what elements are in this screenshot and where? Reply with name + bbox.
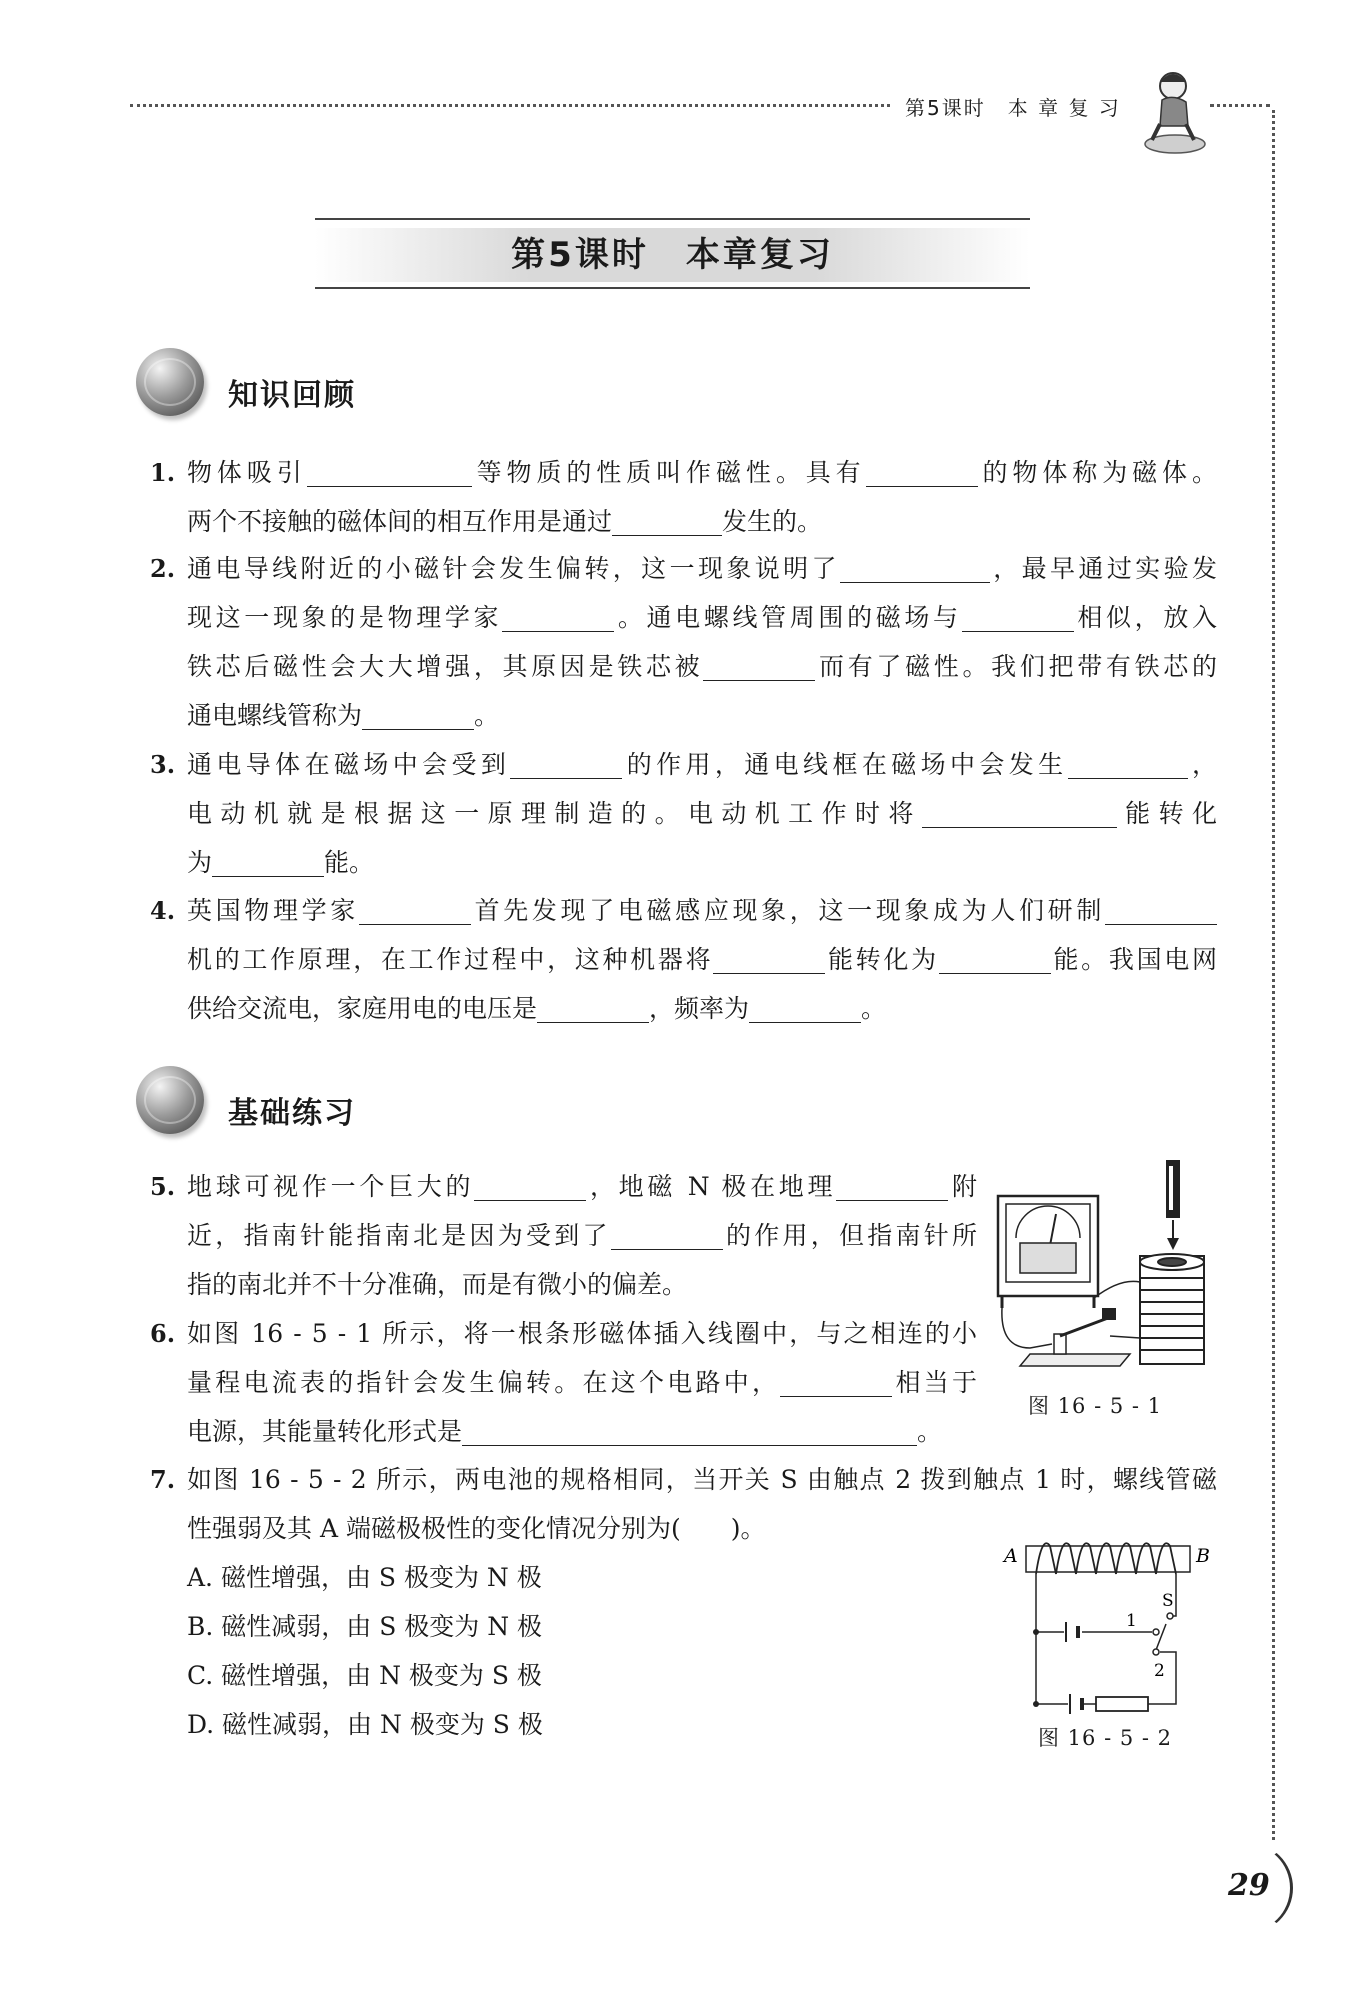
answer-blank[interactable]	[612, 505, 722, 536]
question-line: 为 能。	[187, 848, 375, 877]
question-line: 机的工作原理，在工作过程中，这种机器将 能转化为 能。我国电网	[187, 945, 1217, 974]
question-line: 地球可视作一个巨大的 ，地磁 N 极在地理 附	[187, 1172, 977, 1201]
answer-blank[interactable]	[510, 748, 622, 779]
question-1	[187, 448, 1217, 546]
answer-blank[interactable]	[502, 601, 614, 632]
question-line: 量程电流表的指针会发生偏转。在这个电路中， 相当于	[187, 1368, 977, 1397]
question-line: 供给交流电，家庭用电的电压是 ，频率为 。	[187, 994, 887, 1023]
answer-blank[interactable]	[611, 1219, 723, 1250]
header-dotted-rule	[130, 104, 890, 107]
mascot-icon	[1140, 64, 1210, 156]
question-line: 英国物理学家 首先发现了电磁感应现象，这一现象成为人们研制	[187, 886, 1217, 935]
question-number: 5.	[150, 1172, 176, 1201]
question-line: 性强弱及其 A 端磁极极性的变化情况分别为( )。	[187, 1514, 766, 1543]
question-line: 电动机就是根据这一原理制造的。电动机工作时将 能转化	[187, 799, 1217, 828]
answer-blank[interactable]	[703, 650, 815, 681]
answer-blank[interactable]	[780, 1366, 892, 1397]
page-title: 第5课时 本章复习	[511, 235, 834, 275]
question-number: 2.	[150, 554, 176, 583]
answer-blank[interactable]	[362, 699, 474, 730]
answer-blank[interactable]	[462, 1415, 917, 1446]
question-line: 指的南北并不十分准确，而是有微小的偏差。	[187, 1270, 688, 1299]
question-7-options	[187, 1553, 747, 1749]
question-2	[187, 544, 1217, 740]
question-3	[187, 740, 1217, 887]
figure-caption: 图 16 - 5 - 1	[1028, 1394, 1163, 1418]
answer-blank[interactable]	[1068, 748, 1188, 779]
answer-blank[interactable]	[962, 601, 1074, 632]
question-line: 现这一现象的是物理学家 。通电螺线管周围的磁场与 相似，放入	[187, 603, 1217, 632]
section-ball-icon	[136, 348, 204, 416]
question-line: 物体吸引 等物质的性质叫作磁性。具有 的物体称为磁体。	[187, 458, 1217, 487]
question-6	[187, 1309, 977, 1456]
question-line: 通电导线附近的小磁针会发生偏转，这一现象说明了 ，最早通过实验发	[187, 554, 1217, 583]
question-5	[187, 1162, 977, 1309]
answer-blank[interactable]	[307, 456, 472, 487]
question-line: 电源，其能量转化形式是 。	[187, 1417, 943, 1446]
answer-blank[interactable]	[713, 943, 825, 974]
solenoid-end-b-label: B	[1196, 1545, 1210, 1567]
answer-blank[interactable]	[749, 992, 861, 1023]
question-number: 4.	[150, 896, 176, 925]
section-title-review: 知识回顾	[228, 378, 356, 413]
figure-16-5-2-circuit	[1000, 1520, 1220, 1715]
switch-s-label: S	[1162, 1591, 1174, 1611]
solenoid-end-a-label: A	[1004, 1545, 1018, 1567]
answer-blank[interactable]	[939, 943, 1051, 974]
question-line: 通电螺线管称为 。	[187, 701, 500, 730]
page-number: 29	[1228, 1868, 1270, 1903]
figure-16-5-1-circuit	[990, 1158, 1220, 1378]
answer-blank[interactable]	[359, 894, 471, 925]
running-title: 第5课时 本 章 复 习	[905, 96, 1121, 120]
title-rule-bottom	[315, 287, 1030, 289]
answer-blank[interactable]	[922, 797, 1117, 828]
figure-caption: 图 16 - 5 - 2	[1038, 1726, 1173, 1750]
question-line: 如图 16 - 5 - 1 所示，将一根条形磁体插入线圈中，与之相连的小	[187, 1319, 977, 1348]
question-number: 1.	[150, 458, 176, 487]
option-a[interactable]: A. 磁性增强，由 S 极变为 N 极	[187, 1563, 542, 1592]
question-line: 通电导体在磁场中会受到 的作用，通电线框在磁场中会发生 ，	[187, 750, 1217, 779]
question-line: 两个不接触的磁体间的相互作用是通过 发生的。	[187, 507, 823, 536]
answer-blank[interactable]	[212, 846, 324, 877]
option-d[interactable]: D. 磁性减弱，由 N 极变为 S 极	[187, 1710, 543, 1739]
contact-1-label: 1	[1126, 1611, 1137, 1631]
section-ball-icon	[136, 1066, 204, 1134]
question-line: 如图 16 - 5 - 2 所示，两电池的规格相同，当开关 S 由触点 2 拨到触点 1 时，螺线管磁	[187, 1465, 1217, 1494]
answer-blank[interactable]	[1105, 894, 1217, 925]
contact-2-label: 2	[1154, 1661, 1165, 1681]
option-c[interactable]: C. 磁性增强，由 N 极变为 S 极	[187, 1661, 542, 1690]
answer-blank[interactable]	[836, 1170, 948, 1201]
option-b[interactable]: B. 磁性减弱，由 S 极变为 N 极	[187, 1612, 543, 1641]
question-number: 3.	[150, 750, 176, 779]
question-number: 6.	[150, 1319, 176, 1348]
question-line: 铁芯后磁性会大大增强，其原因是铁芯被 而有了磁性。我们把带有铁芯的	[187, 652, 1217, 681]
question-line: 近，指南针能指南北是因为受到了 的作用，但指南针所	[187, 1221, 977, 1250]
margin-dotted-rule	[1272, 110, 1275, 1840]
title-rule-top	[315, 218, 1030, 220]
answer-blank[interactable]	[474, 1170, 586, 1201]
answer-blank[interactable]	[537, 992, 649, 1023]
section-title-practice: 基础练习	[228, 1096, 356, 1131]
answer-blank[interactable]	[840, 552, 990, 583]
answer-blank[interactable]	[866, 456, 978, 487]
header-dotted-rule-right	[1210, 104, 1270, 107]
question-4	[187, 886, 1217, 1033]
question-number: 7.	[150, 1465, 176, 1494]
